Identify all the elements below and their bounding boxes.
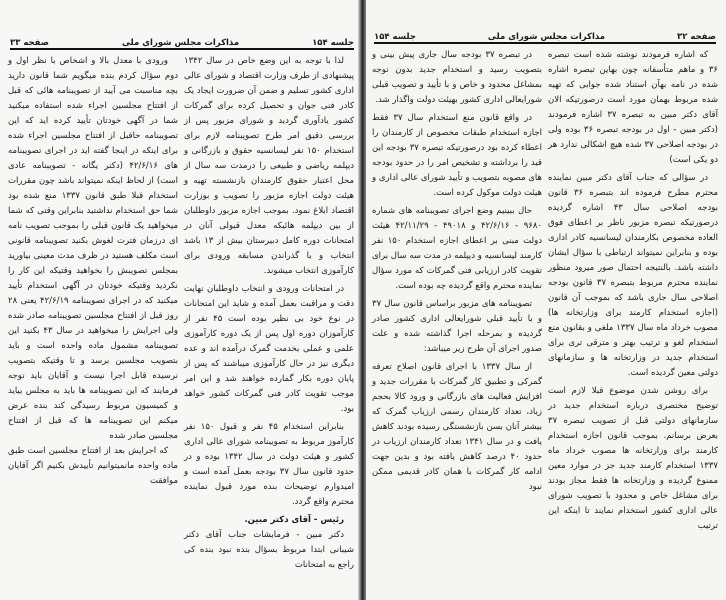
- left-text-column: [8, 54, 178, 489]
- page-number: صفحه ۳۳: [10, 38, 49, 48]
- paragraph: از سال ۱۳۳۷ با اجرای قانون اصلاح تعرفه گمرکی و تطبیق کار گمرکات با مقررات جدید و افزایش فعالیت های بازرگانی و ورود کالا بحجم زیاد، تعداد کارمندان رسمی ارزیاب گمرک که بیشتر آنان بسن بازنشستگی رسیده بودند کاهش یافت و در سال ۱۳۴۱ تعداد کارمندان ارزیاب در حدود ۴۰ درصد کاهش یافته بود و بدین جهت ادامه کار گمرکات با همان کادر قدیمی ممکن نبود: [372, 362, 542, 492]
- left-text-column: [372, 48, 542, 495]
- paragraph: که اجرایش بعد از افتتاح مجلسین است طبق ماده واحده مانمیتوانیم تأییدش بکنیم اگر آقایان موافقت: [8, 446, 178, 486]
- page-header: [10, 34, 354, 50]
- paragraph: دکتر مبین - فرمایشات جناب آقای دکتر شیبانی ابتدا مربوط بسؤال بنده نبود بنده کی راجع به امتحانات: [184, 530, 354, 570]
- publication-title: مذاکرات مجلس شورای ملی: [121, 38, 240, 48]
- speaker-line: رئیس - آقای دکتر مبین.: [244, 515, 344, 525]
- paragraph: ورودی با معدل بالا و اشخاص با نظر اول و دوم سؤال کردم بنده میگویم شما قانون دارید بچه مناسبت می آیید از تصویبنامه هائی که قبل از افتتاح مجلسین اجراء شده استفاده میکنید شما در آگهی خودتان تأیید کرده اید که این تصویبنامه حاقبل از افتتاح مجلسین اجراء شده برای اینکه در اینجا گفته اید در اجرای تصویبنامه های ۴۲/۶/۱۶ (دکتر یگانه - تصویبنامه عادی است) از لحاظ اینکه نمیتواند باشد چون مقررات استخدام قبلا طبق قانون ۱۳۳۷ منع شده بود شما حق استخدام نداشتید بنابراین وقتی که شما میخواهید یک قانون قبلی را بموجب تصویب نامه ای درزمان فترت لغوش بکنید تصویبنامه قانونی است مکلف هستید در ظرف مدت معینی بیاورید بمجلس تصویبش را بخواهید وقتیکه این کار را نکردید وقتیکه خودتان در آگهی استخدام تأیید میکنید که در اجرای تصویبنامه ۴۲/۶/۱۹ یعنی ۲۸ روز قبل از افتتاح مجلسین تصویبنامه صادر شده ولی اجرایش را میخواهید در سال ۴۳ بکنید این تصویبنامه مشمول ماده واحده است و باید بتصویب مجلسین برسد و تا وقتیکه بتصویب نرسیده قابل اجرا نیست و آقایان باید توجه فرمایند که این تصویبنامه ها باید به مجلس بیاید و کمیسیون مربوط رسیدگی کند بنده عرض میکنم این تصویبنامه ها که قبل از افتتاح مجلسین صادر شده: [8, 56, 178, 441]
- paragraph: که اشاره فرمودند نوشته شده است تبصره ۳۶ و ماهم متأسفانه چون بهاین تبصره اشاره شده در نامه بهآن استناد شده جوابی که تهیه شده مربوط بهمان مورد است درصورتیکه الان آقای دکتر مبین به تبصره ۳۷ اشاره فرمودند (دکتر مبین - اول در بودجه تبصره ۳۶ بوده ولی در بودجه اصلاحی ۳۷ شده هیچ اشکالی ندارد هر دو یکی است): [548, 50, 718, 165]
- paragraph: در سؤالی که جناب آقای دکتر مبین نماینده محترم مطرح فرموده اند بتبصره ۳۶ قانون بودجه اصلاحی سال ۴۳ اشاره گردیده درصورتیکه تبصره مزبور ناظر بر اعطای فوق العاده مخصوص بکارمندان لیسانسیه کادر اداری بوده و بنابراین نمیتواند ارتباطی با سؤال ایشان داشته باشد. بالنتیجه احتمال صور میرود منظور نماینده محترم مربوط بتبصره ۳۷ قانون بودجه اصلاحی سال جاری باشد که بموجب آن قانون (اجازه استخدام کارمند برای وزارتخانه ها) مصوب خرداد ماه سال ۱۳۳۷ ملغی و بقانون منع استخدام لغو و ترتیب بهتر و مترقی تری برای استخدام جدید در وزارتخانه ها و سازمانهای دولتی معین گردیده است.: [548, 173, 718, 378]
- right-page: [366, 0, 726, 600]
- left-page: [0, 0, 360, 600]
- paragraph: در امتحانات ورودی و انتخاب داوطلبان نهایت دقت و مراقبت بعمل آمده و شاید این امتحانات در نوع خود بی نظیر بوده است ۴۵ نفر از کارآموزان دوره اول پس از یک دوره کارآموزی علمی و عملی بخدمت گمرک درآمده اند و عده دیگری نیز در حال کارآموزی میباشند که پس از پایان دوره بکار گمارده خواهند شد و این امر موجب تقویت کادر فنی گمرکات کشور خواهد بود.: [184, 284, 354, 414]
- session-number: جلسه ۱۵۴: [374, 32, 416, 42]
- paragraph: حال ببینیم وضع اجرای تصویبنامه های شماره ۹۶۸۰ - ۴۲/۶/۱۶ و ۴۹۰۱۸ - ۴۲/۱۱/۲۹ هیئت دولت مبنی بر اعطای اجازه استخدام ۱۵۰ نفر کارمند لیسانسیه و دیپلمه در مدت سه سال برای تقویت کادر ارزیابی فنی گمرکات که مورد سؤال نماینده محترم واقع گردیده چه بوده است.: [372, 206, 542, 291]
- paragraph: در واقع قانون منع استخدام سال ۳۷ فقط اجازه استخدام طبقات مخصوص از کارمندان را اعطاء کرده بود درصورتیکه تبصره ۳۷ بودجه این قید را برداشته و تشخیص امر را در حدود بودجه های مصوبه بتصویب و تأیید شورای عالی اداری و هیئت دولت موکول کرده است.: [372, 113, 542, 198]
- right-text-column: [548, 48, 718, 534]
- paragraph: برای روشن شدن موضوع قبلا لازم است توضیح مختصری درباره استخدام جدید در سازمانهای دولتی قبل از تصویب تبصره ۳۷ بعرض برسانم. بموجب قانون اجازه استخدام کارمند برای وزارتخانه ها مصوب خرداد ماه ۱۳۳۷ استخدام کارمند جدید جز در موارد معین ممنوع گردیده و وزارتخانه ها فقط مجاز بودند برای مشاغل خاص و محدود با تصویب شورای عالی اداری کشور استخدام نمایند تا اینکه این ترتیب: [548, 386, 718, 531]
- right-text-column: [184, 54, 354, 573]
- publication-title: مذاکرات مجلس شورای ملی: [487, 32, 606, 42]
- page-header: [374, 28, 716, 44]
- paragraph: در تبصره ۳۷ بودجه سال جاری پیش بینی و بتصویب رسید و استخدام جدید بدون توجه بمشاغل محدود و خاص و با تأیید و تصویب قبلی شورایعالی اداری کشور بهیئت دولت واگذار شد.: [372, 50, 542, 105]
- book-gutter: [358, 0, 366, 600]
- page-number: صفحه ۳۲: [677, 32, 716, 42]
- paragraph: لذا با توجه به این وضع خاص در سال ۱۳۴۲ پیشنهادی از طرف وزارت اقتصاد و شورای عالی اداری کشور تسلیم و ضمن آن ضرورت ایجاد یک کادر فنی جوان و تحصیل کرده برای گمرکات کشور یادآوری گردید و شورای مزبور پس از بررسی دقیق امر طرح تصویبنامه لازم برای استخدام ۱۵۰ نفر لیسانسیه حقوق و بازرگانی و دیپلمه ریاضی و طبیعی را درمدت سه سال از محل اعتبار حقوق کارمندان بازنشسته تهیه و هیئت دولت اجازه مزبور را تصویب و بوزارت اقتصاد ابلاغ نمود. بموجب اجازه مزبور داوطلبان از بین دیپلمه هائیکه معدل قبولی آنان در امتحانات دوره کامل دبیرستان بیش از ۱۳ باشد انتخاب و با گذراندن مسابقه ورودی برای کارآموزی انتخاب میشوند.: [184, 56, 355, 276]
- session-number: جلسه ۱۵۴: [312, 38, 354, 48]
- paragraph: بنابراین استخدام ۴۵ نفر و قبول ۱۵۰ نفر کارآموز مربوط به تصویبنامه شورای عالی اداری کشور و هیئت دولت در سال ۱۳۴۲ بوده و در حدود قانون سال ۳۷ بودجه بعمل آمده است و امیدوارم توضیحات بنده مورد قبول نماینده محترم واقع گردد.: [184, 422, 354, 507]
- paragraph: تصویبنامه های مزبور براساس قانون سال ۳۷ و با تأیید قبلی شورایعالی اداری کشور صادر گردیده و بمرحله اجرا گذاشته شده و علت صدور اجرای آن طرح زیر میباشد:: [372, 299, 542, 354]
